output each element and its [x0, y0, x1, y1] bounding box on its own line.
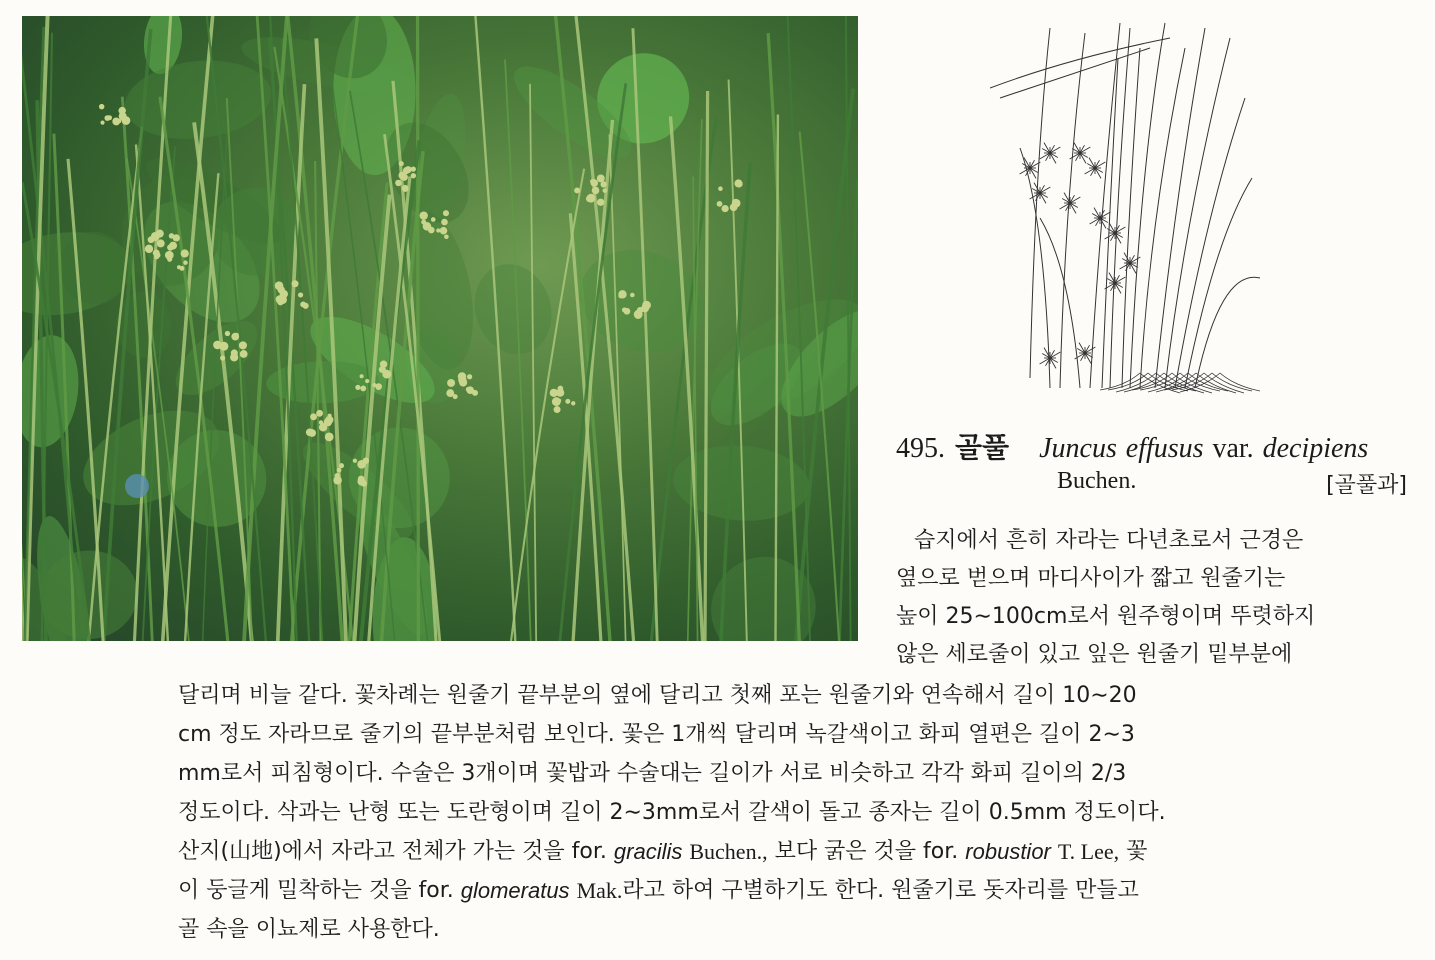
- line9-d: 보다 굵은 것을 for.: [774, 839, 959, 864]
- plant-photograph: [22, 16, 858, 641]
- line9-f: T. Lee,: [1057, 839, 1120, 864]
- family-name: [골풀과]: [1326, 473, 1407, 498]
- text-line: [896, 638, 1420, 672]
- line9-a: 산지(山地)에서 자라고 전체가 가는 것을 for.: [178, 839, 607, 864]
- text-line-11: 골 속을 이뇨제로 사용한다.: [178, 917, 440, 942]
- line9-c: Buchen.,: [689, 839, 768, 864]
- text-line: [178, 718, 1420, 752]
- korean-name: 골풀: [955, 431, 1010, 464]
- entry-heading: [896, 426, 1426, 466]
- text-line-6: cm 정도 자라므로 줄기의 끝부분처럼 보인다. 꽃은 1개씩 달리며 녹갈색이고 화피 열편은 길이 2∼3: [178, 722, 1135, 747]
- line9-e: robustior: [965, 839, 1051, 864]
- line9-g: 꽃: [1126, 839, 1148, 864]
- species-name: effusus: [1125, 433, 1204, 464]
- text-line: [178, 835, 1420, 869]
- text-line: [178, 874, 1420, 908]
- text-line: [178, 913, 1420, 947]
- text-line: [914, 524, 1420, 558]
- text-line: [896, 600, 1420, 634]
- text-line: [896, 562, 1420, 596]
- entry-number: 495.: [896, 433, 945, 464]
- var-word: var.: [1212, 433, 1254, 464]
- line10-a: 이 둥글게 밀착하는 것을 for.: [178, 878, 454, 903]
- text-line: [178, 796, 1420, 830]
- text-line-5: 달리며 비늘 같다. 꽃차례는 원줄기 끝부분의 옆에 달리고 첫째 포는 원줄기와 연속해서 길이 10∼20: [178, 683, 1137, 708]
- line9-b: gracilis: [613, 839, 683, 864]
- line10-c: Mak.: [576, 878, 623, 903]
- genus-name: Juncus: [1039, 433, 1117, 464]
- text-line-4: 않은 세로줄이 있고 잎은 원줄기 밑부분에: [896, 642, 1293, 667]
- juncus-line-drawing-icon: [990, 18, 1280, 398]
- rush-plant-photo-icon: [22, 16, 858, 641]
- text-line-8: 정도이다. 삭과는 난형 또는 도란형이며 길이 2∼3mm로서 갈색이 돌고 종자는 길이 0.5mm 정도이다.: [178, 800, 1166, 825]
- text-line: [178, 679, 1420, 713]
- text-line: [178, 757, 1420, 791]
- author-name: Buchen.: [1057, 468, 1137, 494]
- text-line-3: 높이 25∼100cm로서 원주형이며 뚜렷하지: [896, 604, 1316, 629]
- text-line-2: 옆으로 벋으며 마디사이가 짧고 원줄기는: [896, 566, 1286, 591]
- text-line-7: mm로서 피침형이다. 수술은 3개이며 꽃밥과 수술대는 길이가 서로 비슷하고 각각 화피 길이의 2/3: [178, 761, 1127, 786]
- text-line-1: 습지에서 흔히 자라는 다년초로서 근경은: [914, 528, 1304, 553]
- botanical-drawing: [990, 18, 1280, 398]
- line10-d: 라고 하여 구별하기도 한다. 원줄기로 돗자리를 만들고: [622, 878, 1139, 903]
- line10-b: glomeratus: [460, 878, 570, 903]
- entry-subhead: [1057, 468, 1417, 502]
- variety-name: decipiens: [1262, 433, 1369, 464]
